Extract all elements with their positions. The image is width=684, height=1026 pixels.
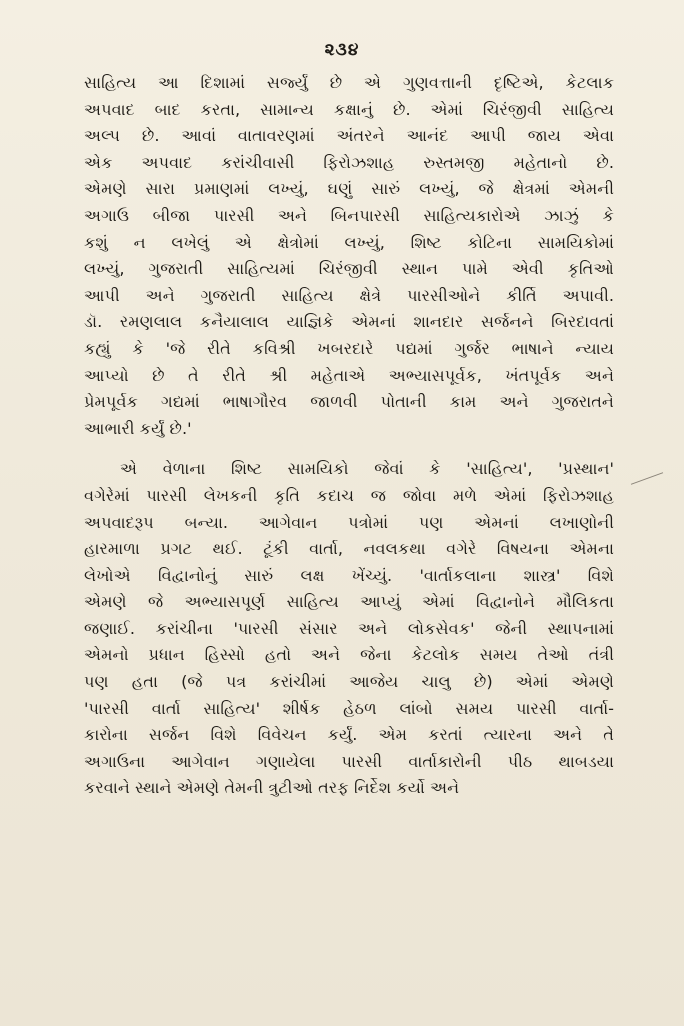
text-line: કારોના સર્જન વિશે વિવેચન કર્યું. એમ કરતાં ત્યારના અને તે	[84, 725, 614, 745]
text-line: જણાઈ. કરાંચીના 'પારસી સંસાર અને લોકસેવક' જેની સ્થાપનામાં	[84, 618, 614, 638]
margin-pencil-mark	[631, 472, 663, 485]
text-line: અપવાદરૂપ બન્યા. આગેવાન પત્રોમાં પણ એમનાં લખાણોની	[84, 512, 614, 532]
text-line: અગાઉના આગેવાન ગણાયેલા પારસી વાર્તાકારોની પીઠ થાબડયા	[84, 751, 614, 771]
text-line: એમનો પ્રધાન હિસ્સો હતો અને જેના કેટલોક સમય તેઓ તંત્રી	[84, 645, 614, 665]
text-line: સાહિત્ય આ દિશામાં સર્જ્યું છે એ ગુણવત્તાની દૃષ્ટિએ, કેટલાક	[84, 73, 614, 92]
text-line: 'પારસી વાર્તા સાહિત્ય' શીર્ષક હેઠળ લાંબો સમય પારસી વાર્તા-	[84, 698, 614, 718]
paragraph-1	[84, 70, 614, 442]
text-line: અલ્પ છે. આવાં વાતાવરણમાં અંતરને આનંદ આપી જાય એવા	[84, 126, 614, 146]
page-number: ૨૩૪	[324, 40, 360, 60]
text-line: લખ્યું, ગુજરાતી સાહિત્યમાં ચિરંજીવી સ્થાન પામે એવી કૃતિઓ	[84, 259, 614, 279]
text-line: કહ્યું કે 'જે રીતે કવિશ્રી ખબરદારે પદ્યમાં ગુર્જર ભાષાને ન્યાય	[84, 338, 614, 358]
paragraph-gap	[84, 442, 614, 456]
text-line: એમણે જે અભ્યાસપૂર્ણ સાહિત્ય આપ્યું એમાં વિદ્વાનોને મૌલિકતા	[84, 592, 614, 612]
text-line: અપવાદ બાદ કરતા, સામાન્ય કક્ષાનું છે. એમાં ચિરંજીવી સાહિત્ય	[84, 99, 614, 119]
text-line: હારમાળા પ્રગટ થઈ. ટૂંકી વાર્તા, નવલકથા વગેરે વિષયના એમના	[84, 539, 614, 559]
text-line: કરવાને સ્થાને એમણે તેમની ત્રુટીઓ તરફ નિર્દેશ કર્યો અને	[84, 778, 460, 798]
body-text	[84, 70, 614, 802]
text-line: આપ્યો છે તે રીતે શ્રી મહેતાએ અભ્યાસપૂર્વક, ખંતપૂર્વક અને	[84, 365, 614, 385]
text-line: કશું ન લખેલું એ ક્ષેત્રોમાં લખ્યું, શિષ્ટ કોટિના સામયિકોમાં	[84, 232, 614, 252]
text-line: અગાઉ બીજા પારસી અને બિનપારસી સાહિત્યકારોએ ઝાઝું કે	[84, 205, 614, 225]
text-line: ડૉ. રમણલાલ કનૈયાલાલ યાજ્ઞિકે એમનાં શાનદાર સર્જનને બિરદાવતાં	[84, 312, 614, 332]
text-line: એ વેળાના શિષ્ટ સામયિકો જેવાં કે 'સાહિત્ય', 'પ્રસ્થાન'	[120, 459, 614, 479]
text-line: પ્રેમપૂર્વક ગદ્યમાં ભાષાગૌરવ જાળવી પોતાની કામ અને ગુજરાતને	[84, 392, 614, 412]
text-line: આભારી કર્યું છે.'	[84, 418, 192, 438]
text-line: એમણે સારા પ્રમાણમાં લખ્યું, ઘણું સારું લખ્યું, જે ક્ષેત્રમાં એમની	[84, 179, 614, 199]
text-line: વગેરેમાં પારસી લેખકની કૃતિ કદાચ જ જોવા મળે એમાં ફિરોઝશાહ	[84, 485, 614, 505]
text-line: આપી અને ગુજરાતી સાહિત્ય ક્ષેત્રે પારસીઓને કીર્તિ અપાવી.	[84, 285, 614, 305]
text-line: લેખોએ વિદ્વાનોનું સારું લક્ષ ખેંચ્યું. 'વાર્તાકલાના શાસ્ત્ર' વિશે	[84, 565, 614, 585]
text-line: એક અપવાદ કરાંચીવાસી ફિરોઝશાહ રુસ્તમજી મહેતાનો છે.	[84, 152, 614, 172]
text-line: પણ હતા (જે પત્ર કરાંચીમાં આજેય ચાલુ છે) એમાં એમણે	[84, 672, 614, 692]
paragraph-2	[84, 456, 614, 802]
